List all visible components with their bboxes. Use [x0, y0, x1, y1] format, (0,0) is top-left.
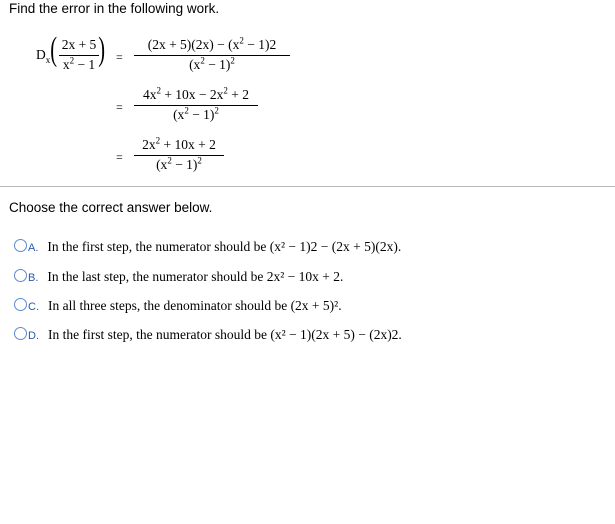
- operator-d: D: [36, 47, 46, 62]
- step3-fraction: [134, 137, 224, 173]
- option-d[interactable]: [14, 326, 402, 343]
- radio-circle-icon[interactable]: [14, 269, 27, 282]
- fraction-bar: [59, 55, 99, 56]
- step3-denominator: $(x^2 - 1)^2$: [156, 155, 202, 172]
- right-paren: ): [98, 31, 106, 68]
- section-divider: [0, 186, 615, 187]
- left-paren: (: [50, 31, 58, 68]
- option-text: In the first step, the numerator should be (x² − 1)2 − (2x + 5)(2x).: [47, 239, 402, 254]
- option-text: In the last step, the numerator should be 2x² − 10x + 2.: [47, 269, 344, 284]
- fraction-bar: [134, 55, 290, 56]
- lhs-numerator: 2x + 5: [61, 37, 97, 52]
- step3-numerator: $2x^2 + 10x + 2$: [142, 135, 216, 152]
- step2-fraction: [134, 87, 258, 123]
- step1-fraction: [134, 37, 290, 73]
- derivative-operator: [36, 47, 50, 63]
- question-text: Find the error in the following work.: [9, 1, 220, 16]
- fraction-bar: [134, 105, 258, 106]
- equals-sign-2: =: [116, 100, 123, 114]
- answer-prompt: Choose the correct answer below.: [9, 200, 213, 215]
- step1-numerator: $(2x + 5)(2x) - (x^2 - 1)2$: [147, 35, 277, 52]
- option-b[interactable]: [14, 268, 343, 285]
- radio-circle-icon[interactable]: [14, 327, 27, 340]
- option-text: In all three steps, the denominator should be (2x + 5)².: [48, 298, 342, 313]
- radio-circle-icon[interactable]: [14, 298, 27, 311]
- operator-subscript: x: [45, 55, 51, 65]
- option-letter: A.: [28, 242, 39, 254]
- lhs-fraction: [59, 37, 99, 73]
- option-letter: B.: [28, 272, 39, 284]
- equals-sign-3: =: [116, 150, 123, 164]
- option-c[interactable]: [14, 297, 342, 314]
- option-letter: D.: [28, 330, 39, 342]
- option-letter: C.: [28, 301, 39, 313]
- step1-denominator: $(x^2 - 1)^2$: [189, 55, 235, 72]
- equals-sign-1: =: [116, 50, 123, 64]
- step2-denominator: $(x^2 - 1)^2$: [173, 105, 219, 122]
- option-text: In the first step, the numerator should be (x² − 1)(2x + 5) − (2x)2.: [48, 327, 402, 342]
- option-a[interactable]: [14, 238, 401, 255]
- lhs-denominator: $x^2 - 1$: [62, 55, 96, 72]
- radio-circle-icon[interactable]: [14, 239, 27, 252]
- fraction-bar: [134, 155, 224, 156]
- step2-numerator: $4x^2 + 10x - 2x^2 + 2$: [142, 85, 250, 102]
